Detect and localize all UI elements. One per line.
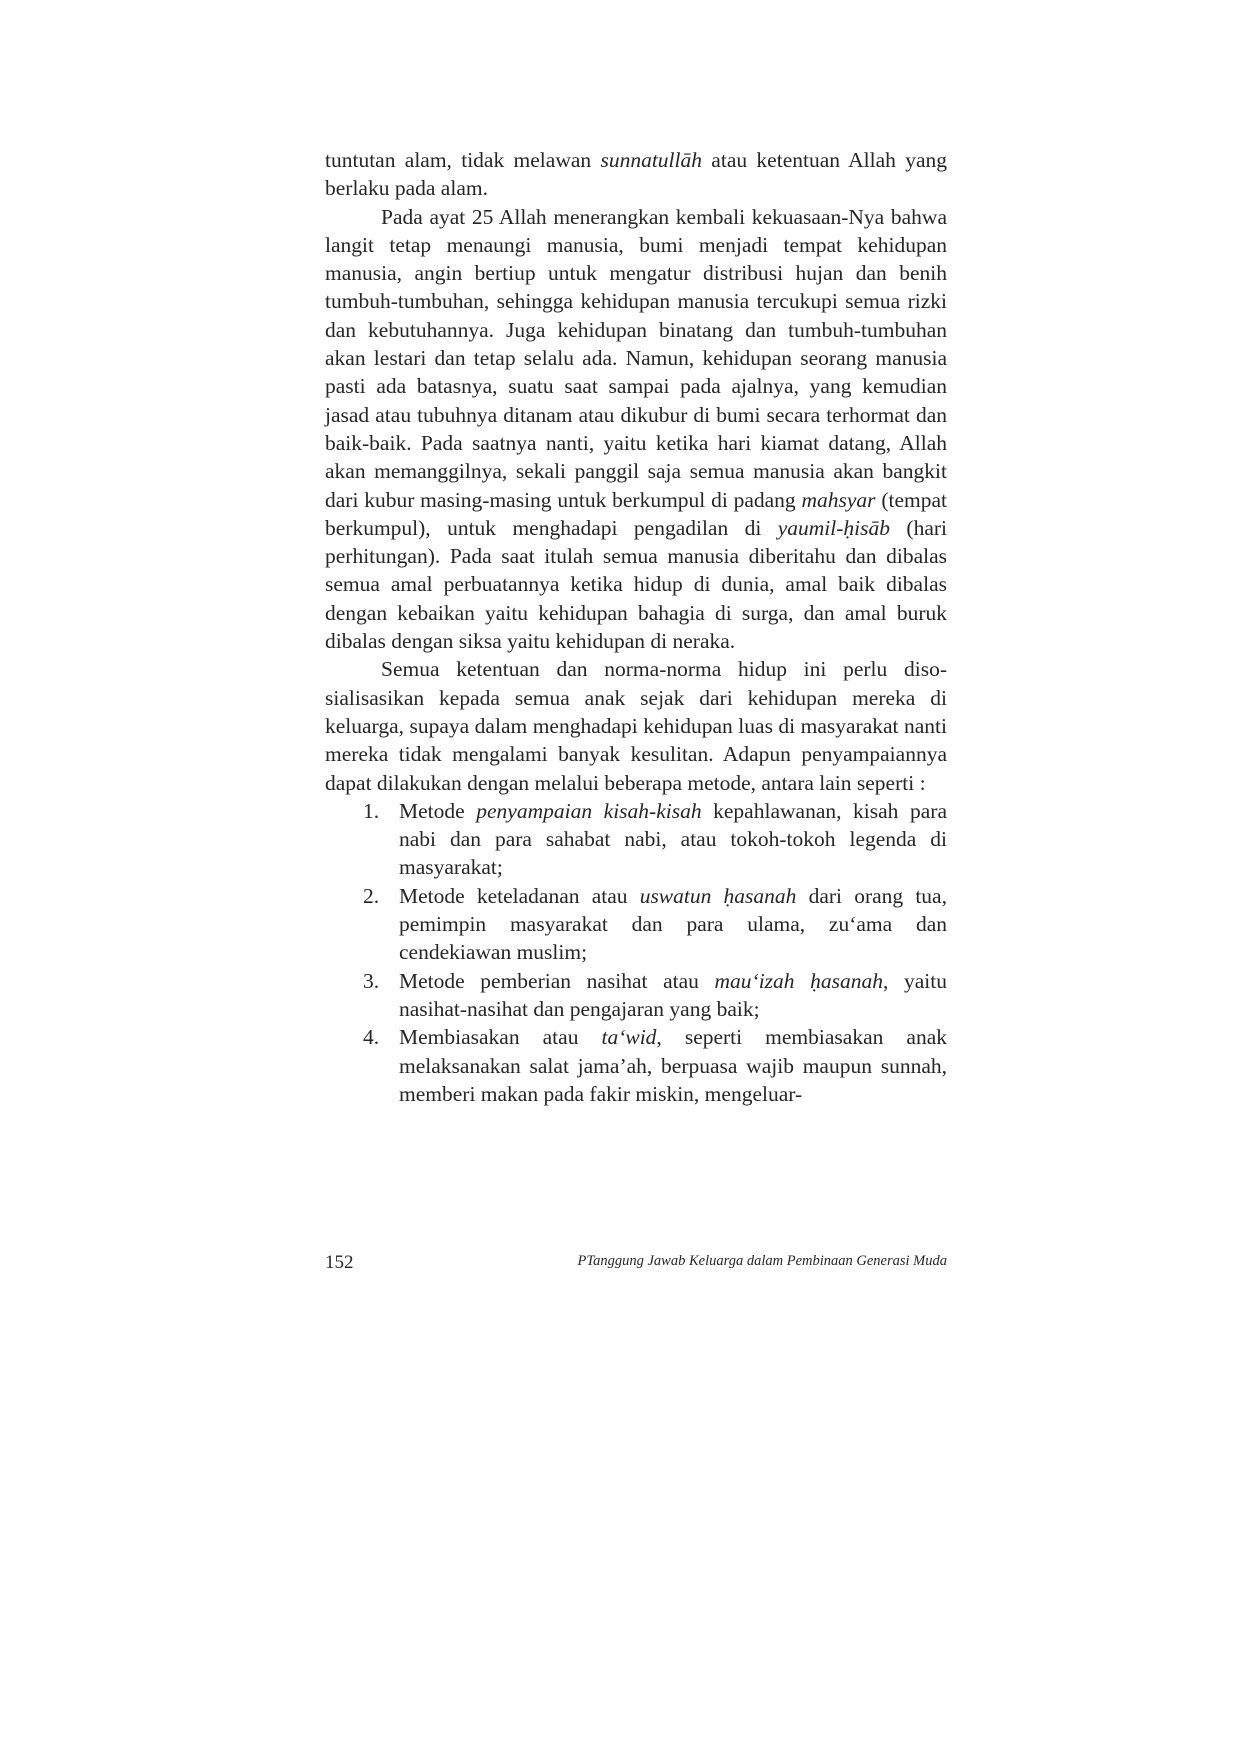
list-item: 4. Membiasakan atau ta‘wid, seperti membiasakan anak melaksanakan salat jama’ah, berpuasa wajib maupun sunnah, memberi makan pada fakir miskin, mengeluar- <box>363 1025 947 1106</box>
italic-term: uswatun ḥasanah <box>639 883 797 908</box>
paragraph-sosialisasi: Semua ketentuan dan norma-norma hidup ini perlu disosialisasikan kepada semua anak sejak dari kehidupan mereka di keluarga, supaya dalam menghadapi kehidupan luas di masyarakat nanti mereka tidak mengalami banyak kesulitan. Adapun penyampaiannya dapat dilakukan dengan melalui beberapa metode, antara lain seperti : <box>325 657 947 795</box>
italic-term: mahsyar <box>801 487 876 512</box>
list-number: 3. <box>363 968 380 993</box>
paragraph-ayat-25: Pada ayat 25 Allah menerangkan kembali kekuasaan-Nya bahwa langit tetap menaungi manusia, bumi menjadi tempat kehidupan manusia, angin bertiup untuk mengatur distribusi hujan dan benih tumbuh-tumbuhan, sehingga kehidupan manusia tercukupi semua rizki dan kebutuhannya. Juga kehidupan binatang dan tumbuh-tumbuhan akan lestari dan tetap selalu ada. Namun, kehidupan seorang manusia pasti ada batasnya, suatu saat sampai pada ajalnya, yang kemudian jasad atau tubuhnya ditanam atau dikubur di bumi secara terhormat dan baik-baik. Pada saatnya nanti, yaitu ketika hari kiamat datang, Allah akan memanggilnya, sekali panggil saja semua manusia akan bangkit dari kubur masing-masing untuk berkumpul di padang mahsyar (tempat berkumpul), untuk menghadapi pengadilan di yaumil-ḥisāb (hari perhitungan). Pada saat itulah semua manusia diberitahu dan dibalas semua amal perbuatannya ketika hidup di dunia, amal baik dibalas dengan kebaikan yaitu kehidupan bahagia di surga, dan amal buruk dibalas dengan siksa yaitu kehidupan di neraka. <box>325 204 947 654</box>
italic-term: mau‘izah ḥasanah <box>714 968 884 993</box>
list-number: 4. <box>363 1025 380 1050</box>
body-text <box>325 146 947 1108</box>
list-item: 2. Metode keteladanan atau uswatun ḥasanah dari orang tua, pemimpin masyarakat dan para ulama, zu‘ama dan cendekiawan muslim; <box>363 883 947 965</box>
italic-term: yaumil-ḥisāb <box>777 515 891 540</box>
italic-term: ta‘wid <box>601 1025 657 1050</box>
page-number: 152 <box>325 1252 354 1273</box>
methods-list <box>325 797 947 1108</box>
list-number: 2. <box>363 883 380 908</box>
italic-term: sunnatullāh <box>600 148 702 172</box>
list-item: 3. Metode pemberian nasihat atau mau‘izah ḥasanah, yaitu nasihat-nasihat dan pengajaran yang baik; <box>363 968 947 1021</box>
list-item: 1. Metode penyampaian kisah-kisah kepahlawanan, kisah para nabi dan para sahabat nabi, atau tokoh-tokoh legenda di masyarakat; <box>363 798 947 880</box>
list-number: 1. <box>363 798 380 823</box>
running-title: PTanggung Jawab Keluarga dalam Pembinaan Generasi Muda <box>577 1253 947 1269</box>
italic-term: penyampaian kisah-kisah <box>476 798 702 823</box>
paragraph-continuation: tuntutan alam, tidak melawan sunnatullāh atau ketentuan Allah yang berlaku pada alam. <box>325 148 947 201</box>
